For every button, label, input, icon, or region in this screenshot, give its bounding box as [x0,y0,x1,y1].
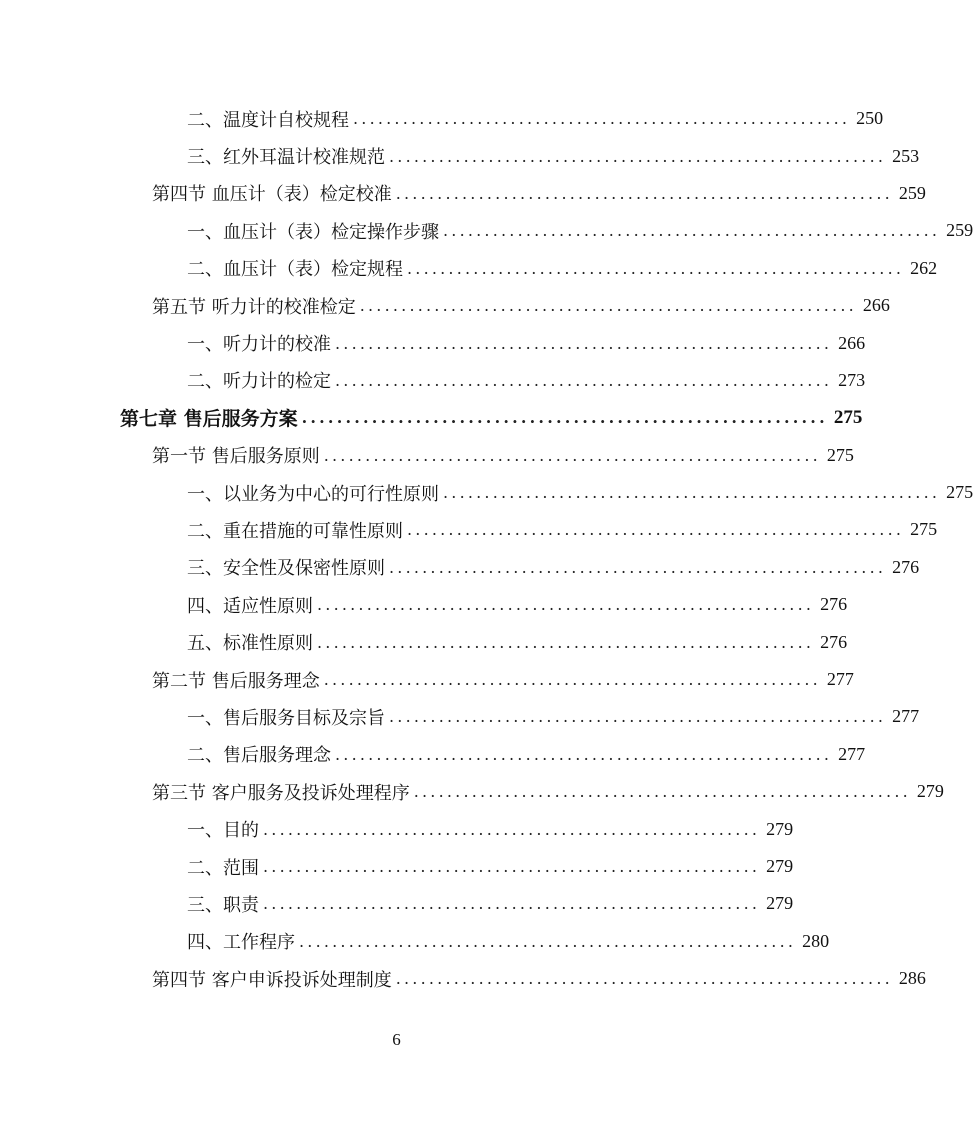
dot-leader: ............................................................ [389,557,887,577]
toc-entry-page: 275 [833,406,863,428]
toc-entry-label: 二、重在措施的可靠性原则 [187,520,403,542]
toc-entry-label: 三、安全性及保密性原则 [187,558,385,580]
toc-entry[interactable] [187,848,794,885]
toc-entry-label: 一、售后服务目标及宗旨 [187,707,385,729]
toc-entry-label: 三、红外耳温计校准规范 [187,147,385,169]
dot-leader: ............................................................ [353,109,851,129]
toc-entry-page: 279 [916,781,944,802]
toc-entry[interactable] [152,960,926,997]
toc-entry[interactable] [152,287,890,324]
dot-leader: ............................................................ [407,520,905,540]
toc-entry-page: 286 [898,968,926,989]
dot-leader: ............................................................ [443,221,941,241]
toc-entry-label: 五、标准性原则 [187,633,313,655]
toc-entry-page: 266 [862,295,890,316]
toc-entry[interactable] [187,885,794,922]
toc-entry[interactable] [187,137,920,174]
toc-entry[interactable] [152,661,854,698]
toc-entry-label: 一、听力计的校准 [187,334,331,356]
toc-entry-page: 277 [838,743,866,764]
toc-entry-page: 276 [892,556,920,577]
toc-entry[interactable] [152,175,926,212]
toc-entry[interactable] [187,100,884,137]
toc-entry[interactable] [187,511,938,548]
dot-leader: ............................................................ [389,146,887,166]
toc-entry-label: 第三节 客户服务及投诉处理程序 [152,782,410,804]
dot-leader: ............................................................ [263,894,761,914]
toc-entry-page: 280 [802,930,830,951]
toc-entry-label: 一、目的 [187,820,259,842]
toc-entry-page: 273 [838,369,866,390]
dot-leader: ............................................................ [395,969,893,989]
toc-entry-page: 250 [856,108,884,129]
dot-leader: ............................................................ [299,931,797,951]
toc-entry[interactable] [187,923,830,960]
dot-leader: ............................................................ [413,782,911,802]
toc-entry-page: 259 [946,220,973,241]
toc-entry-page: 275 [910,519,938,540]
toc-entry-label: 第一节 售后服务原则 [152,446,320,468]
toc-entry-label: 二、温度计自校规程 [187,109,349,131]
toc-entry[interactable] [187,250,938,287]
toc-entry[interactable] [187,698,920,735]
toc-entry[interactable] [187,324,866,361]
toc-entry-label: 二、听力计的检定 [187,371,331,393]
dot-leader: ............................................................ [443,483,941,503]
toc-entry-page: 253 [892,145,920,166]
toc-entry-page: 262 [910,257,938,278]
toc-entry-label: 一、血压计（表）检定操作步骤 [187,221,439,243]
toc-entry-page: 279 [766,856,794,876]
toc-entry-page: 279 [766,818,794,839]
dot-leader: ............................................................ [407,258,905,278]
dot-leader: ............................................................ [301,408,828,428]
dot-leader: ............................................................ [323,445,821,465]
dot-leader: ............................................................ [263,857,761,876]
dot-leader: ............................................................ [317,632,815,652]
toc-entry-page: 275 [826,444,854,465]
dot-leader: ............................................................ [335,333,833,353]
toc-entry-label: 第四节 血压计（表）检定校准 [152,184,392,206]
toc-entry[interactable] [187,362,866,399]
dot-leader: ............................................................ [335,370,833,390]
toc-entry-label: 第七章 售后服务方案 [120,408,298,431]
toc-entry-label: 三、职责 [187,894,259,916]
toc-entry[interactable] [152,437,854,474]
toc-entry[interactable] [187,474,973,511]
toc-entry[interactable] [187,810,794,847]
toc-entry-label: 二、血压计（表）检定规程 [187,259,403,281]
dot-leader: ............................................................ [395,183,893,203]
toc-entry-label: 第四节 客户申诉投诉处理制度 [152,969,392,991]
toc-entry-page: 279 [766,893,794,914]
toc-entry[interactable] [152,773,944,810]
toc-entry[interactable] [187,212,973,249]
toc-entry[interactable] [187,549,920,586]
toc-entry-page: 277 [892,706,920,727]
toc-entry-page: 276 [820,594,848,615]
toc-entry-label: 四、工作程序 [187,932,295,954]
toc-entry-page: 259 [898,182,926,203]
toc-entry-label: 第五节 听力计的校准检定 [152,296,356,318]
toc-entry-label: 二、范围 [187,857,259,879]
table-of-contents [0,100,973,997]
toc-entry-page: 277 [826,669,854,690]
dot-leader: ............................................................ [335,744,833,764]
dot-leader: ............................................................ [317,595,815,615]
toc-entry-label: 第二节 售后服务理念 [152,670,320,692]
toc-entry-page: 266 [838,332,866,353]
toc-chapter-entry[interactable] [120,399,863,436]
page-number: 6 [392,1030,401,1049]
toc-entry[interactable] [187,586,848,623]
dot-leader: ............................................................ [323,670,821,690]
toc-entry-page: 275 [946,482,973,503]
toc-entry-label: 四、适应性原则 [187,595,313,617]
toc-entry[interactable] [187,736,866,773]
toc-entry-label: 一、以业务为中心的可行性原则 [187,483,439,505]
toc-entry-page: 276 [820,631,848,652]
dot-leader: ............................................................ [389,707,887,727]
dot-leader: ............................................................ [263,819,761,839]
toc-entry[interactable] [187,623,848,660]
toc-entry-label: 二、售后服务理念 [187,745,331,767]
dot-leader: ............................................................ [359,296,857,316]
